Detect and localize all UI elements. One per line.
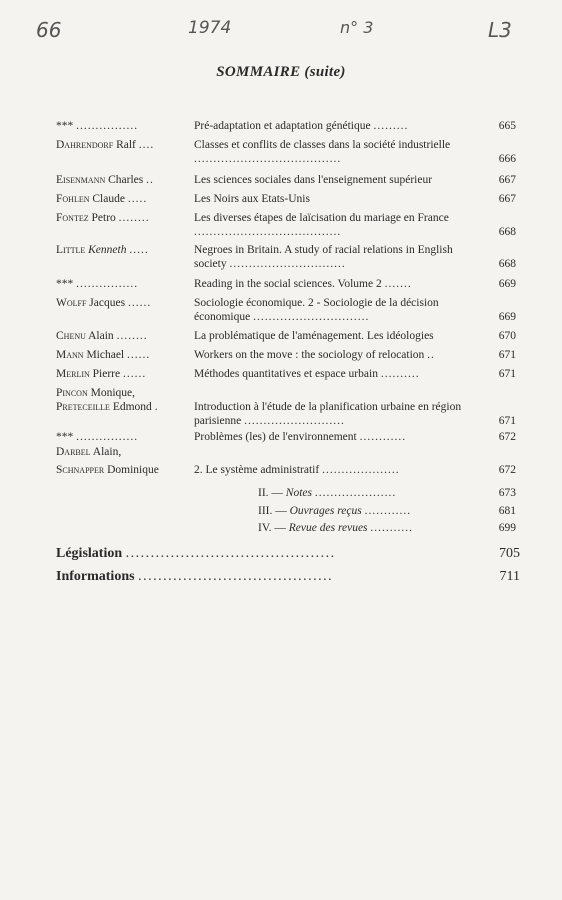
toc-title: Méthodes quantitatives et espace urbain .......... [194,368,420,380]
toc-title: Les diverses étapes de laïcisation du mariage en France ...................................... [194,212,449,238]
toc-author: *** ................ [56,278,139,290]
toc-page-number: 666 [498,152,516,165]
toc-row [56,368,516,382]
toc-title: Reading in the social sciences. Volume 2 ....... [194,278,412,290]
section-page-number: 705 [499,546,520,561]
toc-title: La problématique de l'aménagement. Les idéologies [194,330,434,342]
toc-title: Les sciences sociales dans l'enseignement supérieur [194,174,433,186]
toc-row [56,330,516,344]
toc-title: 2. Le système administratif .................... [194,464,400,476]
toc-row [56,464,516,478]
handwritten-page-number: 66 [36,18,62,42]
toc-title: Workers on the move : the sociology of relocation .. [194,349,435,361]
toc-page-number: 665 [498,120,516,132]
toc-row [56,278,516,292]
toc-page-number: 672 [498,464,516,476]
toc-title: Pré-adaptation et adaptation génétique ......... [194,120,409,132]
toc-author: Mann Michael ...... [56,349,151,361]
page-title: SOMMAIRE (suite) [216,64,346,80]
toc-author: Fontez Petro ........ [56,212,150,224]
toc-author: *** ................ [56,431,139,443]
toc-title: Classes et conflits de classes dans la société industrielle ...................................... [194,139,451,165]
toc-page-number: 668 [498,257,516,270]
section-page-number: 711 [499,569,520,584]
handwritten-code: L3 [488,18,512,42]
toc-page-number: 672 [498,431,516,443]
subsection-revue-des-revues: IV. — Revue des revues ........... 699 [258,522,516,534]
subsection-page-number: 673 [498,487,516,499]
section-informations: Informations ....................................... 711 [56,569,520,584]
toc-author: Merlin Pierre ...... [56,368,147,380]
toc-row [56,120,516,134]
toc-page-number: 670 [498,330,516,342]
toc-page-number: 668 [498,225,516,238]
toc-title: Les Noirs aux Etats-Unis [194,193,310,205]
toc-row [56,244,516,271]
toc-row [56,431,516,445]
toc-author: *** ................ [56,120,139,132]
toc-author: Preteceille Edmond . [56,401,158,413]
toc-author: Fohlen Claude ..... [56,193,148,205]
toc-page-number: 667 [498,174,516,186]
toc-author: Little Kenneth ..... [56,244,149,256]
toc-page-number: 671 [498,368,516,380]
section-legislation: Législation .......................................... 705 [56,546,520,561]
handwritten-issue-number: n° 3 [340,18,374,37]
toc-page-number: 671 [498,414,516,427]
toc-row [56,139,516,166]
toc-row [56,212,516,239]
toc-author: Schnapper Dominique [56,464,159,476]
toc-row [56,349,516,363]
toc-page-number: 667 [498,193,516,205]
toc-author: Pincon Monique, [56,387,136,399]
toc-row [56,401,516,428]
toc-title: Sociologie économique. 2 - Sociologie de la décision économique .............................. [194,297,439,323]
subsection-notes: II. — Notes ..................... 673 [258,487,516,499]
subsection-ouvrages-recus: III. — Ouvrages reçus ............ 681 [258,505,516,517]
toc-row [56,297,516,324]
toc-row [56,193,516,207]
toc-row [56,174,516,188]
toc-author: Eisenmann Charles .. [56,174,154,186]
toc-author: Chenu Alain ........ [56,330,148,342]
toc-title: Problèmes (les) de l'environnement ............ [194,431,407,443]
toc-title: Introduction à l'étude de la planification urbaine en région parisienne .......................... [194,401,462,427]
toc-title: Negroes in Britain. A study of racial relations in English society .............................. [194,244,453,270]
toc-author: Wolff Jacques ...... [56,297,152,309]
toc-author: Darbel Alain, [56,446,122,458]
toc-page-number: 669 [498,310,516,323]
handwritten-year: 1974 [188,18,232,38]
toc-author: Dahrendorf Ralf .... [56,139,155,151]
subsection-page-number: 681 [498,505,516,517]
toc-page-number: 669 [498,278,516,290]
toc-page-number: 671 [498,349,516,361]
subsection-page-number: 699 [498,522,516,534]
